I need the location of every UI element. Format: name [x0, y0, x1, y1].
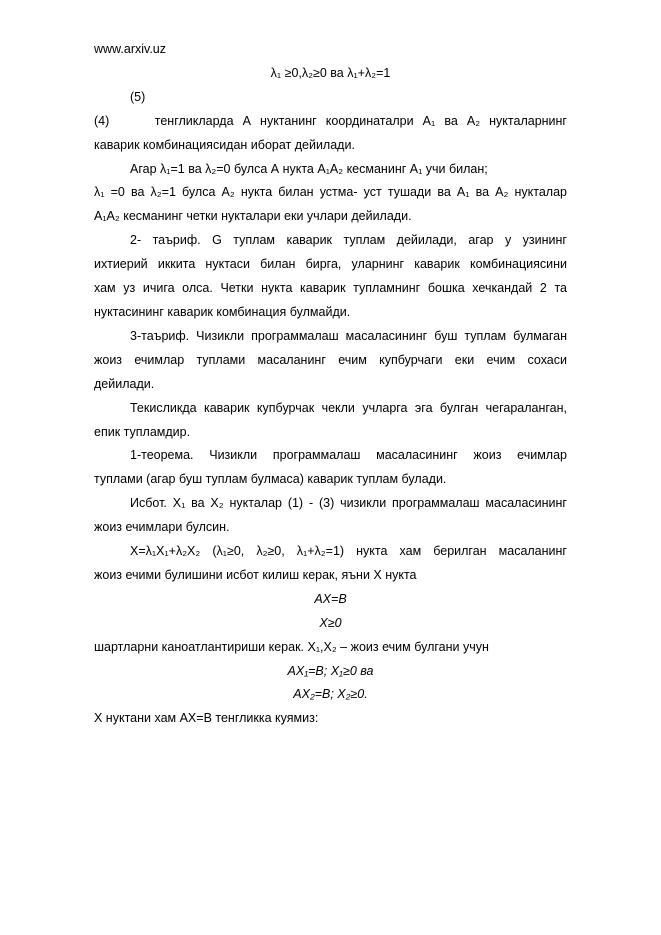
- lambda-condition: λ₁ ≥0,λ₂≥0 ва λ₁+λ₂=1: [270, 65, 391, 80]
- definition-3-line: 3-таъриф. Чизикли программалаш масаласининг буш туплам булмаган: [130, 328, 567, 343]
- document-page: [94, 38, 567, 731]
- text-span: тенгликларда А нуктанинг координаталри А₁ ва А₂ нукталарнинг: [154, 113, 567, 128]
- paragraph-line: каварик комбинациясидан иборат дейилади.: [94, 137, 355, 152]
- proof-line: жоиз ечимлари булсин.: [94, 520, 230, 535]
- definition-2-line: 2- таъриф. G туплам каварик туплам дейилади, агар у узининг: [130, 233, 567, 248]
- equation-ax1: AX₁=B; X₁≥0 ва: [287, 663, 374, 678]
- paragraph-line: Агар λ₁=1 ва λ₂=0 булса А нукта А₁А₂ кесманинг А₁ учи билан;: [130, 161, 488, 176]
- definition-2-line: ихтиерий иккита нуктаси билан бирга, уларнинг каварик комбинациясини: [94, 257, 567, 272]
- definition-3-line: дейилади.: [94, 376, 155, 391]
- equation-ax2: AX₂=B; X₂≥0.: [293, 687, 368, 702]
- theorem-1-line: 1-теорема. Чизикли программалаш масаласининг жоиз ечимлар: [130, 448, 567, 463]
- proof-line: шартларни каноатлантириши керак. X₁,X₂ – жоиз ечим булгани учун: [94, 639, 489, 654]
- paragraph-line: епик тупламдир.: [94, 424, 191, 439]
- equation-ax-b: AX=B: [314, 591, 347, 606]
- equation-x-nonneg: X≥0: [319, 615, 342, 630]
- equation-number: (5): [130, 89, 146, 104]
- site-header: www.arxiv.uz: [94, 42, 167, 56]
- proof-line: жоиз ечими булишини исбот килиш керак, яъни X нукта: [94, 567, 417, 582]
- proof-line: Исбот. X₁ ва X₂ нукталар (1) - (3) чизикли программалаш масаласининг: [130, 496, 567, 511]
- proof-line: X=λ₁X₁+λ₂X₂ (λ₁≥0, λ₂≥0, λ₁+λ₂=1) нукта хам берилган масаланинг: [130, 544, 567, 559]
- paragraph-line: А₁А₂ кесманинг четки нукталари еки учлари дейилади.: [94, 209, 412, 224]
- paragraph-line: Текисликда каварик купбурчак чекли учларга эга булган чегараланган,: [130, 400, 567, 415]
- definition-2-line: хам уз ичига олса. Четки нукта каварик тупламнинг бошка хечкандай 2 та: [94, 281, 567, 296]
- theorem-1-line: туплами (агар буш туплам булмаса) каварик туплам булади.: [94, 472, 447, 487]
- definition-2-line: нуктасининг каварик комбинация булмайди.: [94, 304, 351, 319]
- paragraph-line: [94, 110, 567, 134]
- proof-line: X нуктани хам AX=B тенгликка куямиз:: [94, 711, 319, 726]
- paragraph-line: λ₁ =0 ва λ₂=1 булса А₂ нукта билан устма- уст тушади ва А₁ ва А₂ нукталар: [94, 185, 567, 200]
- equation-ref: (4): [94, 113, 110, 128]
- definition-3-line: жоиз ечимлар туплами масаланинг ечим купбурчаги еки ечим сохаси: [94, 352, 567, 367]
